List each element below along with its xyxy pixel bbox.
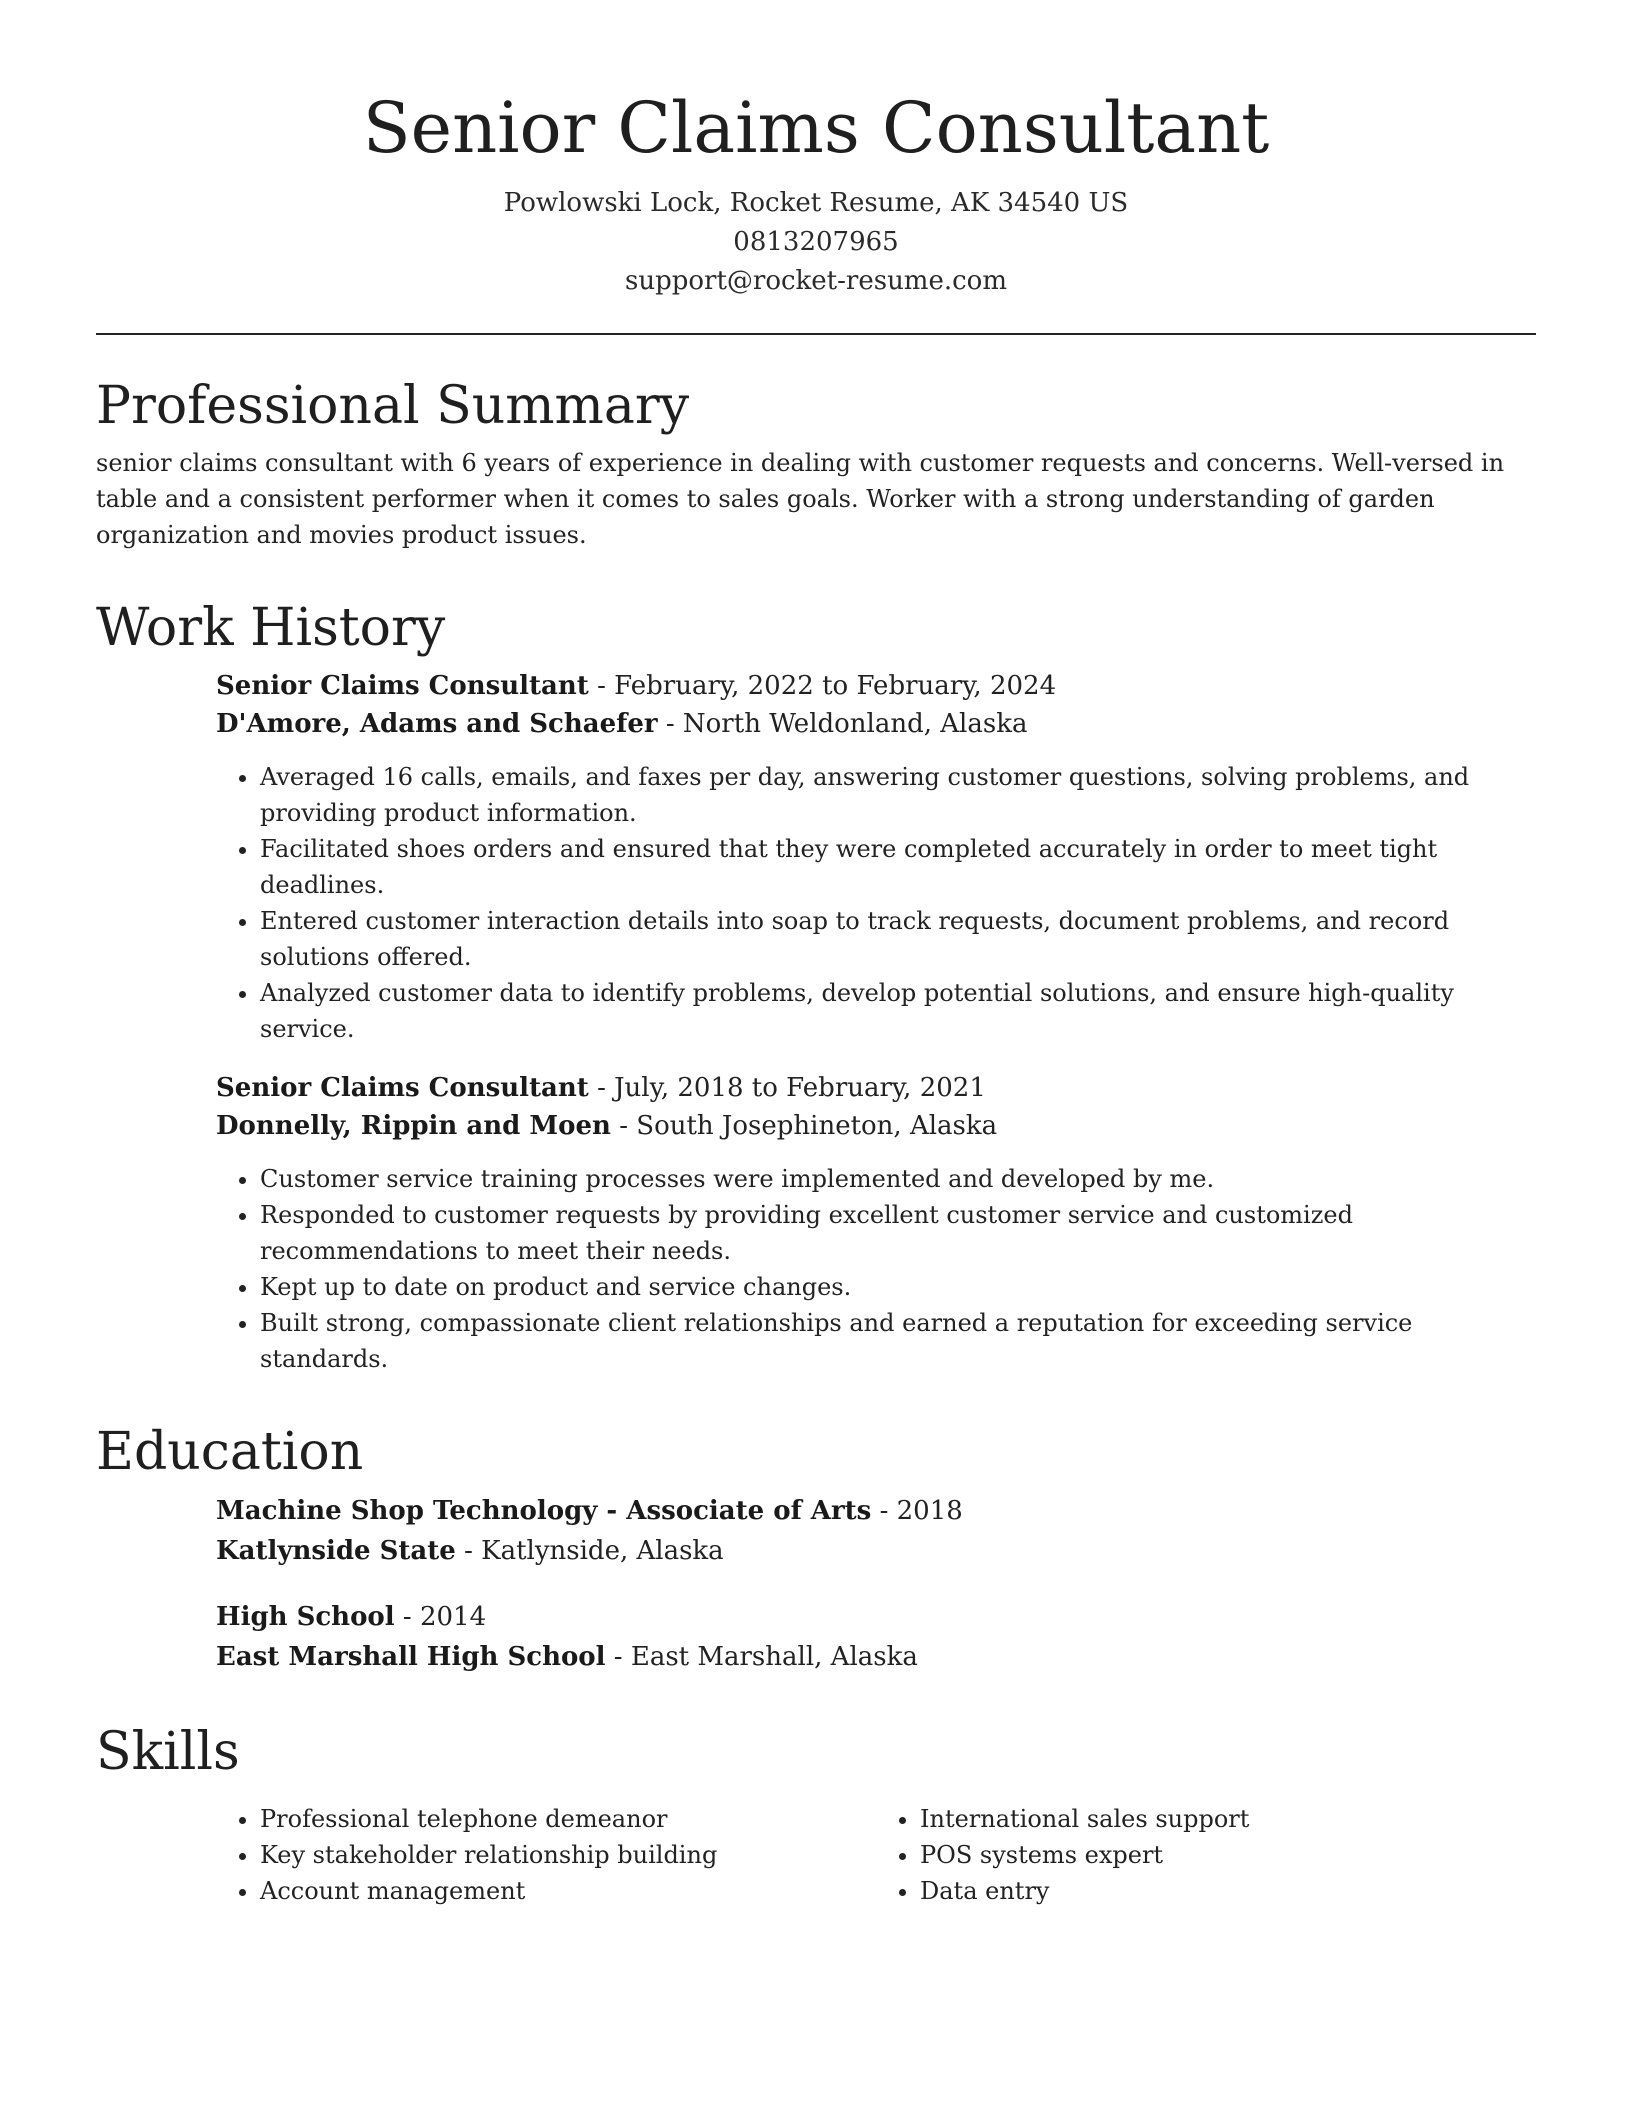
contact-phone: 0813207965 [733, 227, 899, 257]
job-title-line [216, 667, 1536, 705]
job-bullet: • Customer service training processes were implemented and developed by me. [260, 1161, 1536, 1197]
education-degree: Machine Shop Technology - Associate of Arts [216, 1496, 872, 1526]
resume-name: Senior Claims Consultant [362, 87, 1270, 169]
education-heading: Education [96, 1422, 364, 1482]
job-role: Senior Claims Consultant [216, 671, 589, 701]
contact-email: support@rocket-resume.com [624, 266, 1007, 296]
education-degree: High School [216, 1602, 395, 1632]
job-bullets [216, 759, 1536, 1047]
education-school-line [216, 1637, 1536, 1677]
education-entry [216, 1597, 1536, 1677]
education-school: Katlynside State [216, 1536, 456, 1566]
skills-heading: Skills [96, 1722, 240, 1782]
summary-text: senior claims consultant with 6 years of experience in dealing with customer requests and concerns. Well-versed in table and a consistent performer when it comes to sales goals. Worker with a strong understanding of garden organization and movies product issues. [96, 449, 1505, 549]
job-company: Donnelly, Rippin and Moen [216, 1111, 611, 1141]
header-divider [96, 333, 1536, 335]
education-list [216, 1491, 1536, 1677]
job-company-line [216, 705, 1536, 743]
education-location: - Katlynside, Alaska [455, 1536, 724, 1566]
job-entry [216, 667, 1536, 1047]
education-location: - East Marshall, Alaska [605, 1642, 918, 1672]
skills-column-left [216, 1801, 876, 1909]
education-year: - 2018 [871, 1496, 963, 1526]
job-location: - South Josephineton, Alaska [610, 1111, 998, 1141]
job-company-line [216, 1107, 1536, 1145]
job-bullet: • Analyzed customer data to identify problems, develop potential solutions, and ensure high-quality service. [260, 975, 1536, 1047]
job-dates: - July, 2018 to February, 2021 [588, 1073, 986, 1103]
summary-heading: Professional Summary [96, 376, 690, 436]
contact-block [96, 184, 1536, 301]
education-degree-line [216, 1597, 1536, 1637]
job-role: Senior Claims Consultant [216, 1073, 589, 1103]
work-history-heading: Work History [96, 598, 446, 658]
skill-item: • Data entry [920, 1873, 1536, 1909]
education-year: - 2014 [394, 1602, 487, 1632]
skills-grid [216, 1791, 1536, 1909]
contact-address: Powlowski Lock, Rocket Resume, AK 34540 US [503, 188, 1129, 218]
education-school: East Marshall High School [216, 1642, 606, 1672]
education-school-line [216, 1531, 1536, 1571]
job-bullet: • Facilitated shoes orders and ensured that they were completed accurately in order to meet tight deadlines. [260, 831, 1536, 903]
job-title-line [216, 1069, 1536, 1107]
education-degree-line [216, 1491, 1536, 1531]
skill-item: • International sales support [920, 1801, 1536, 1837]
job-bullet: • Built strong, compassionate client relationships and earned a reputation for exceeding service standards. [260, 1305, 1536, 1377]
skills-column-right [876, 1801, 1536, 1909]
job-company: D'Amore, Adams and Schaefer [216, 709, 658, 739]
job-entry [216, 1069, 1536, 1377]
skill-item: • POS systems expert [920, 1837, 1536, 1873]
skill-item: • Key stakeholder relationship building [260, 1837, 876, 1873]
resume-header [96, 0, 1536, 301]
education-entry [216, 1491, 1536, 1571]
job-bullets [216, 1161, 1536, 1377]
job-bullet: • Kept up to date on product and service changes. [260, 1269, 1536, 1305]
job-dates: - February, 2022 to February, 2024 [588, 671, 1057, 701]
skill-item: • Account management [260, 1873, 876, 1909]
work-history-list [216, 667, 1536, 1377]
job-bullet: • Responded to customer requests by providing excellent customer service and customized recommendations to meet their needs. [260, 1197, 1536, 1269]
job-location: - North Weldonland, Alaska [657, 709, 1028, 739]
job-bullet: • Entered customer interaction details into soap to track requests, document problems, and record solutions offered. [260, 903, 1536, 975]
skill-item: • Professional telephone demeanor [260, 1801, 876, 1837]
job-bullet: • Averaged 16 calls, emails, and faxes per day, answering customer questions, solving problems, and providing product information. [260, 759, 1536, 831]
